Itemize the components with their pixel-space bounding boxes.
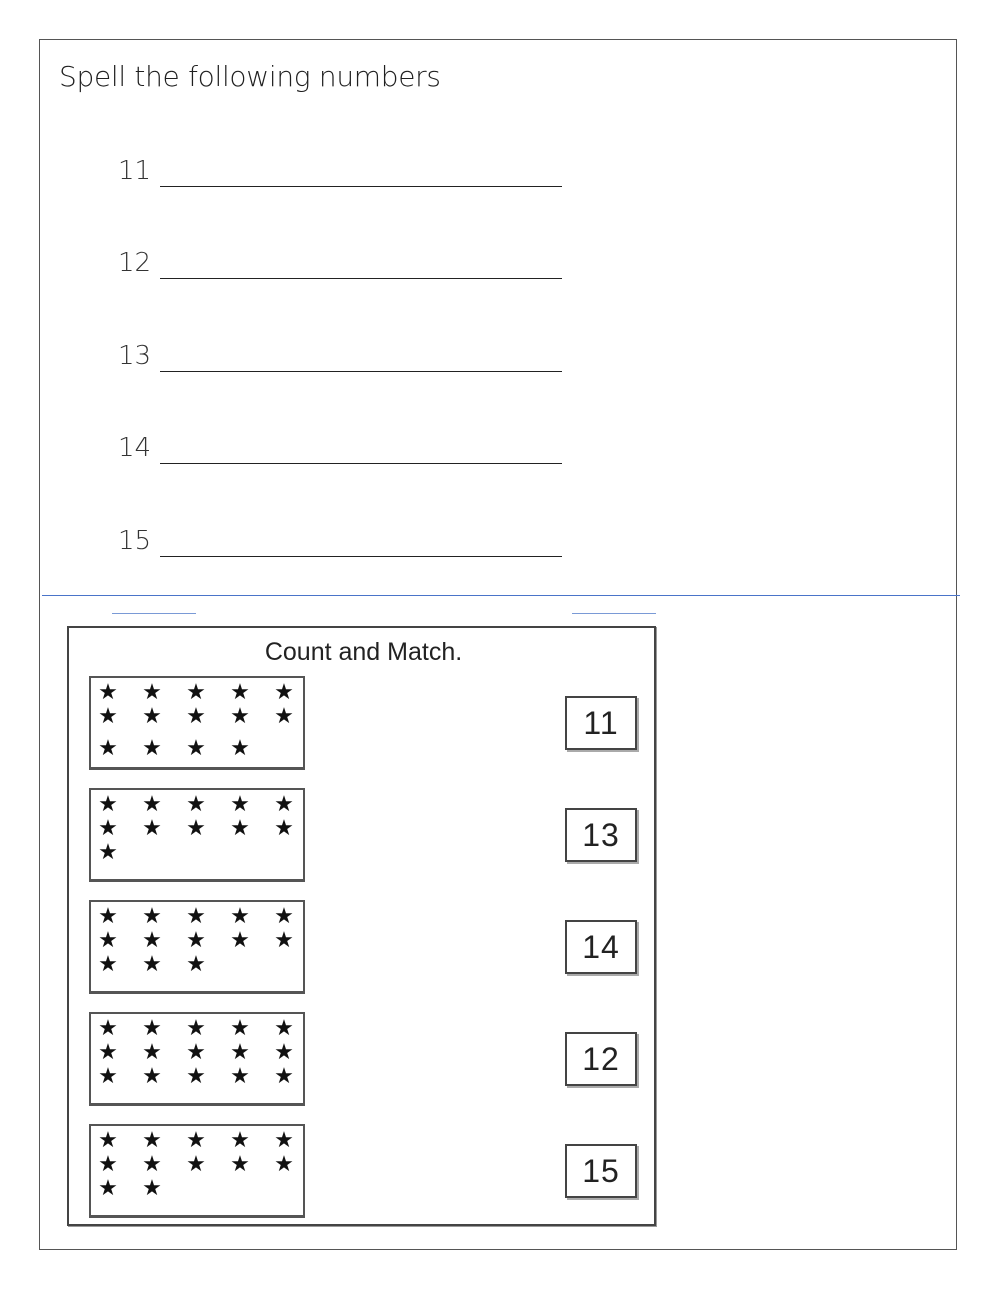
star-group-box[interactable] <box>89 676 305 770</box>
count-and-match-title: Count and Match. <box>264 638 463 666</box>
star-icon: ★ <box>274 704 294 729</box>
star-icon: ★ <box>98 1176 118 1201</box>
spell-number: 14 <box>118 433 152 463</box>
star-icon: ★ <box>274 928 294 953</box>
star-icon: ★ <box>98 1064 118 1089</box>
star-icon: ★ <box>186 736 206 761</box>
star-icon: ★ <box>142 904 162 929</box>
star-icon: ★ <box>186 816 206 841</box>
star-icon: ★ <box>230 928 250 953</box>
star-icon: ★ <box>274 1016 294 1041</box>
spell-number: 12 <box>118 248 152 278</box>
star-icon: ★ <box>230 736 250 761</box>
star-icon: ★ <box>142 952 162 977</box>
star-icon: ★ <box>274 816 294 841</box>
star-icon: ★ <box>98 904 118 929</box>
star-icon: ★ <box>186 680 206 705</box>
star-icon: ★ <box>274 792 294 817</box>
star-group-box[interactable] <box>89 788 305 882</box>
answer-line[interactable] <box>160 556 562 557</box>
star-icon: ★ <box>142 704 162 729</box>
spell-row <box>118 433 578 473</box>
section-divider <box>42 595 960 596</box>
star-icon: ★ <box>98 816 118 841</box>
star-icon: ★ <box>230 816 250 841</box>
star-icon: ★ <box>186 704 206 729</box>
divider-stub <box>572 613 656 614</box>
star-icon: ★ <box>142 1016 162 1041</box>
spell-row <box>118 341 578 381</box>
star-icon: ★ <box>230 680 250 705</box>
star-icon: ★ <box>274 1128 294 1153</box>
star-icon: ★ <box>274 680 294 705</box>
star-icon: ★ <box>142 1064 162 1089</box>
star-icon: ★ <box>230 1016 250 1041</box>
star-icon: ★ <box>98 928 118 953</box>
star-icon: ★ <box>142 1128 162 1153</box>
star-icon: ★ <box>186 1064 206 1089</box>
star-icon: ★ <box>274 1152 294 1177</box>
star-icon: ★ <box>98 736 118 761</box>
number-box[interactable]: 14 <box>565 920 637 974</box>
star-icon: ★ <box>186 1016 206 1041</box>
number-box[interactable]: 15 <box>565 1144 637 1198</box>
star-icon: ★ <box>142 680 162 705</box>
star-icon: ★ <box>142 816 162 841</box>
answer-line[interactable] <box>160 186 562 187</box>
spell-number: 15 <box>118 526 152 556</box>
star-icon: ★ <box>98 792 118 817</box>
count-and-match-panel <box>67 626 656 1226</box>
star-icon: ★ <box>230 704 250 729</box>
answer-line[interactable] <box>160 278 562 279</box>
instruction-text: Spell the following numbers <box>59 60 441 93</box>
star-icon: ★ <box>142 1176 162 1201</box>
star-icon: ★ <box>186 904 206 929</box>
star-icon: ★ <box>142 736 162 761</box>
answer-line[interactable] <box>160 463 562 464</box>
star-icon: ★ <box>186 928 206 953</box>
star-icon: ★ <box>186 1040 206 1065</box>
spell-number: 11 <box>118 156 152 186</box>
star-icon: ★ <box>142 1152 162 1177</box>
star-icon: ★ <box>230 904 250 929</box>
spell-number: 13 <box>118 341 152 371</box>
number-box[interactable]: 12 <box>565 1032 637 1086</box>
star-icon: ★ <box>274 1064 294 1089</box>
star-icon: ★ <box>230 792 250 817</box>
star-icon: ★ <box>142 928 162 953</box>
number-box[interactable]: 11 <box>565 696 637 750</box>
star-icon: ★ <box>230 1128 250 1153</box>
star-icon: ★ <box>98 1152 118 1177</box>
star-group-box[interactable] <box>89 1012 305 1106</box>
star-icon: ★ <box>186 792 206 817</box>
star-icon: ★ <box>274 1040 294 1065</box>
star-icon: ★ <box>98 680 118 705</box>
star-icon: ★ <box>186 952 206 977</box>
spell-row <box>118 526 578 566</box>
spell-row <box>118 156 578 196</box>
star-icon: ★ <box>98 952 118 977</box>
star-icon: ★ <box>98 1040 118 1065</box>
divider-stub <box>112 613 196 614</box>
star-icon: ★ <box>274 904 294 929</box>
star-icon: ★ <box>230 1040 250 1065</box>
answer-line[interactable] <box>160 371 562 372</box>
star-icon: ★ <box>230 1064 250 1089</box>
star-icon: ★ <box>98 704 118 729</box>
star-icon: ★ <box>98 1016 118 1041</box>
star-icon: ★ <box>142 1040 162 1065</box>
number-box[interactable]: 13 <box>565 808 637 862</box>
star-icon: ★ <box>230 1152 250 1177</box>
star-icon: ★ <box>98 1128 118 1153</box>
spell-row <box>118 248 578 288</box>
star-group-box[interactable] <box>89 1124 305 1218</box>
star-icon: ★ <box>142 792 162 817</box>
star-icon: ★ <box>186 1152 206 1177</box>
star-icon: ★ <box>186 1128 206 1153</box>
star-group-box[interactable] <box>89 900 305 994</box>
star-icon: ★ <box>98 840 118 865</box>
